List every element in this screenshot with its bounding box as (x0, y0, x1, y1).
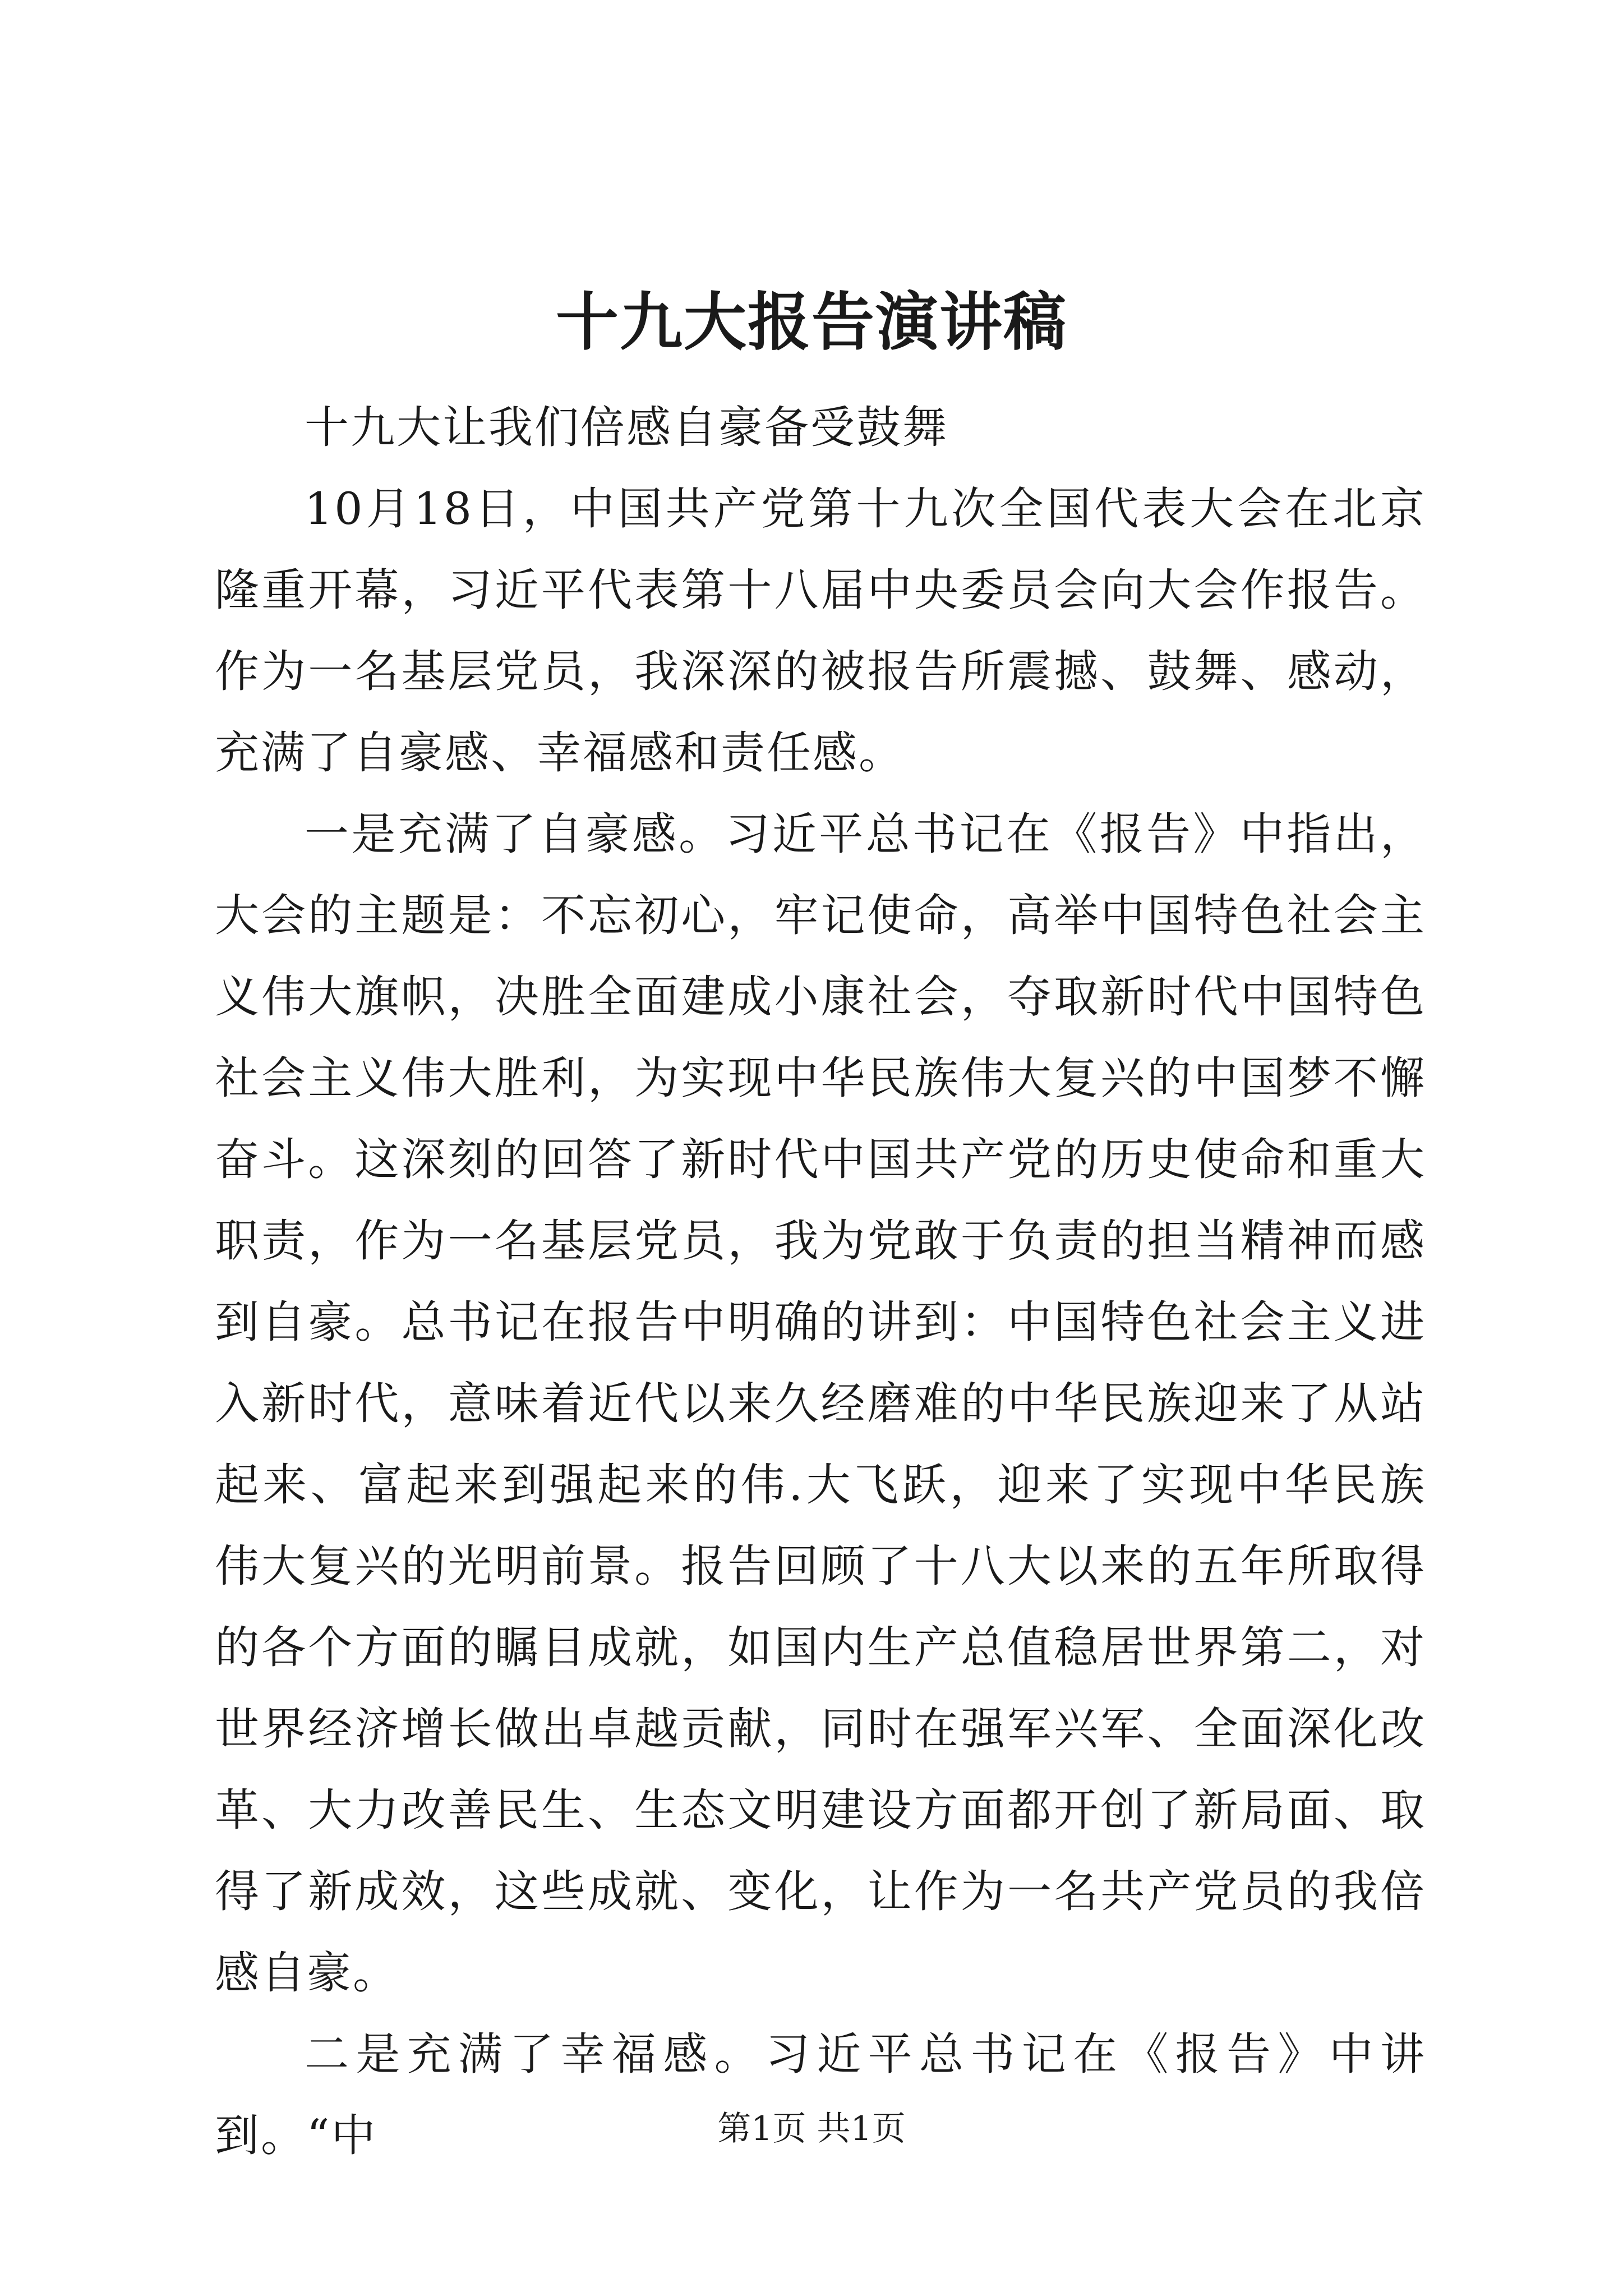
paragraph-intro: 10月18日，中国共产党第十九次全国代表大会在北京隆重开幕，习近平代表第十八届中央委员会向大会作报告。作为一名基层党员，我深深的被报告所震撼、鼓舞、感动，充满了自豪感、幸福感和责任感。 (215, 483, 1426, 779)
paragraph-subtitle: 十九大让我们倍感自豪备受鼓舞 (305, 402, 948, 453)
document-body (215, 387, 1426, 2177)
page-footer: 第1页 共1页 (717, 2109, 906, 2148)
paragraph-happiness: 二是充满了幸福感。习近平总书记在《报告》中讲到。“中 (215, 2028, 1426, 2161)
document-title: 十九大报告演讲稿 (556, 286, 1067, 359)
paragraph-pride: 一是充满了自豪感。习近平总书记在《报告》中指出，大会的主题是：不忘初心，牢记使命，高举中国特色社会主义伟大旗帜，决胜全面建成小康社会，夺取新时代中国特色社会主义伟大胜利，为实现中华民族伟大复兴的中国梦不懈奋斗。这深刻的回答了新时代中国共产党的历史使命和重大职责，作为一名基层党员，我为党敢于负责的担当精神而感到自豪。总书记在报告中明确的讲到：中国特色社会主义进入新时代，意味着近代以来久经磨难的中华民族迎来了从站起来、富起来到强起来的伟.大飞跃，迎来了实现中华民族伟大复兴的光明前景。报告回顾了十八大以来的五年所取得的各个方面的瞩目成就，如国内生产总值稳居世界第二，对世界经济增长做出卓越贡献，同时在强军兴军、全面深化改革、大力改善民生、生态文明建设方面都开创了新局面、取得了新成效，这些成就、变化，让作为一名共产党员的我倍感自豪。 (215, 808, 1426, 1999)
